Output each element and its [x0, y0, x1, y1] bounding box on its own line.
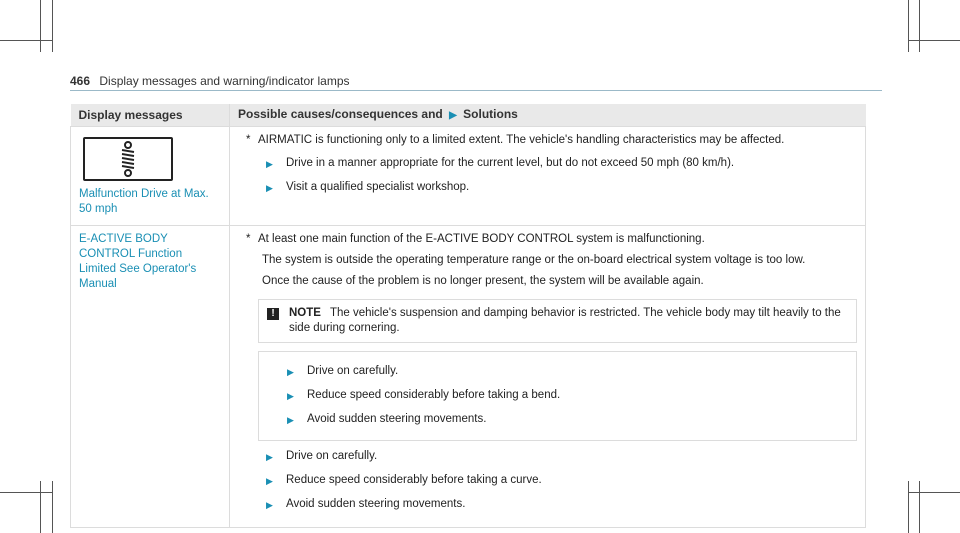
step-text: Visit a qualified specialist workshop.	[286, 181, 470, 193]
step-text: Avoid sudden steering movements.	[286, 498, 466, 510]
bullet-arrow-icon: ▶	[266, 476, 273, 486]
step-text: Drive in a manner appropriate for the current level, but do not exceed 50 mph (80 km/h).	[286, 157, 735, 169]
note-steps-box	[258, 351, 857, 441]
bullet-arrow-icon: ▶	[266, 452, 273, 462]
note-text: The vehicle's suspension and damping behavior is restricted. The vehicle body may tilt heavily to the side during cornering.	[289, 307, 841, 334]
crop-mark	[908, 40, 960, 41]
causes-cell	[230, 127, 866, 226]
bullet-arrow-icon: ▶	[266, 500, 273, 510]
crop-mark	[919, 0, 920, 52]
column-header-messages: Display messages	[71, 104, 230, 127]
cause-text: AIRMATIC is functioning only to a limited extent. The vehicle's handling characteristics may be affected.	[258, 134, 785, 146]
step-text: Drive on carefully.	[307, 365, 399, 377]
bullet-arrow-icon: ▶	[266, 159, 273, 169]
header-rule	[70, 90, 882, 91]
display-messages-table	[70, 104, 866, 528]
crop-mark	[908, 481, 909, 533]
solutions-header-label: Solutions	[463, 107, 518, 121]
list-item	[266, 473, 857, 489]
list-item	[266, 180, 857, 196]
step-text: Reduce speed considerably before taking a curve.	[286, 474, 542, 486]
crop-mark	[52, 0, 53, 52]
message-cell	[71, 226, 230, 528]
bullet-arrow-icon: ▶	[287, 391, 294, 401]
crop-mark	[52, 481, 53, 533]
bullet-arrow-icon: ▶	[287, 415, 294, 425]
column-header-causes	[230, 104, 866, 127]
page-header	[70, 74, 350, 88]
causes-header-label: Possible causes/consequences and	[238, 107, 443, 121]
warning-icon: !	[267, 308, 279, 320]
step-text: Drive on carefully.	[286, 450, 378, 462]
airmatic-suspension-icon	[83, 137, 173, 181]
crop-mark	[0, 492, 52, 493]
list-item	[287, 388, 856, 404]
crop-mark	[40, 481, 41, 533]
crop-mark	[919, 481, 920, 533]
step-text: Reduce speed considerably before taking a bend.	[307, 389, 561, 401]
list-item	[287, 364, 856, 380]
list-item	[266, 449, 857, 465]
message-cell	[71, 127, 230, 226]
note-title: NOTE	[289, 307, 321, 319]
page-number: 466	[70, 74, 91, 88]
list-item	[266, 156, 857, 172]
list-item	[266, 497, 857, 513]
section-title: Display messages and warning/indicator lamps	[99, 74, 350, 88]
table-row	[71, 226, 866, 528]
crop-mark	[40, 0, 41, 52]
solutions-arrow-icon: ▶	[449, 110, 457, 121]
cause-text: At least one main function of the E-ACTIVE BODY CONTROL system is malfunctioning.	[258, 233, 705, 245]
step-text: Avoid sudden steering movements.	[307, 413, 487, 425]
table-row	[71, 127, 866, 226]
bullet-arrow-icon: ▶	[287, 367, 294, 377]
crop-mark	[0, 40, 52, 41]
asterisk-icon: *	[246, 233, 251, 245]
cause-text: The system is outside the operating temperature range or the on-board electrical system voltage is too low.	[262, 254, 806, 266]
list-item	[287, 412, 856, 428]
cause-text: Once the cause of the problem is no longer present, the system will be available again.	[262, 275, 704, 287]
bullet-arrow-icon: ▶	[266, 183, 273, 193]
causes-cell	[230, 226, 866, 528]
note-box	[258, 299, 857, 343]
crop-mark	[908, 492, 960, 493]
display-message-text: Malfunction Drive at Max. 50 mph	[79, 188, 209, 215]
crop-mark	[908, 0, 909, 52]
display-message-text: E-ACTIVE BODY CONTROL Function Limited See Operator's Manual	[79, 233, 197, 290]
asterisk-icon: *	[246, 134, 251, 146]
